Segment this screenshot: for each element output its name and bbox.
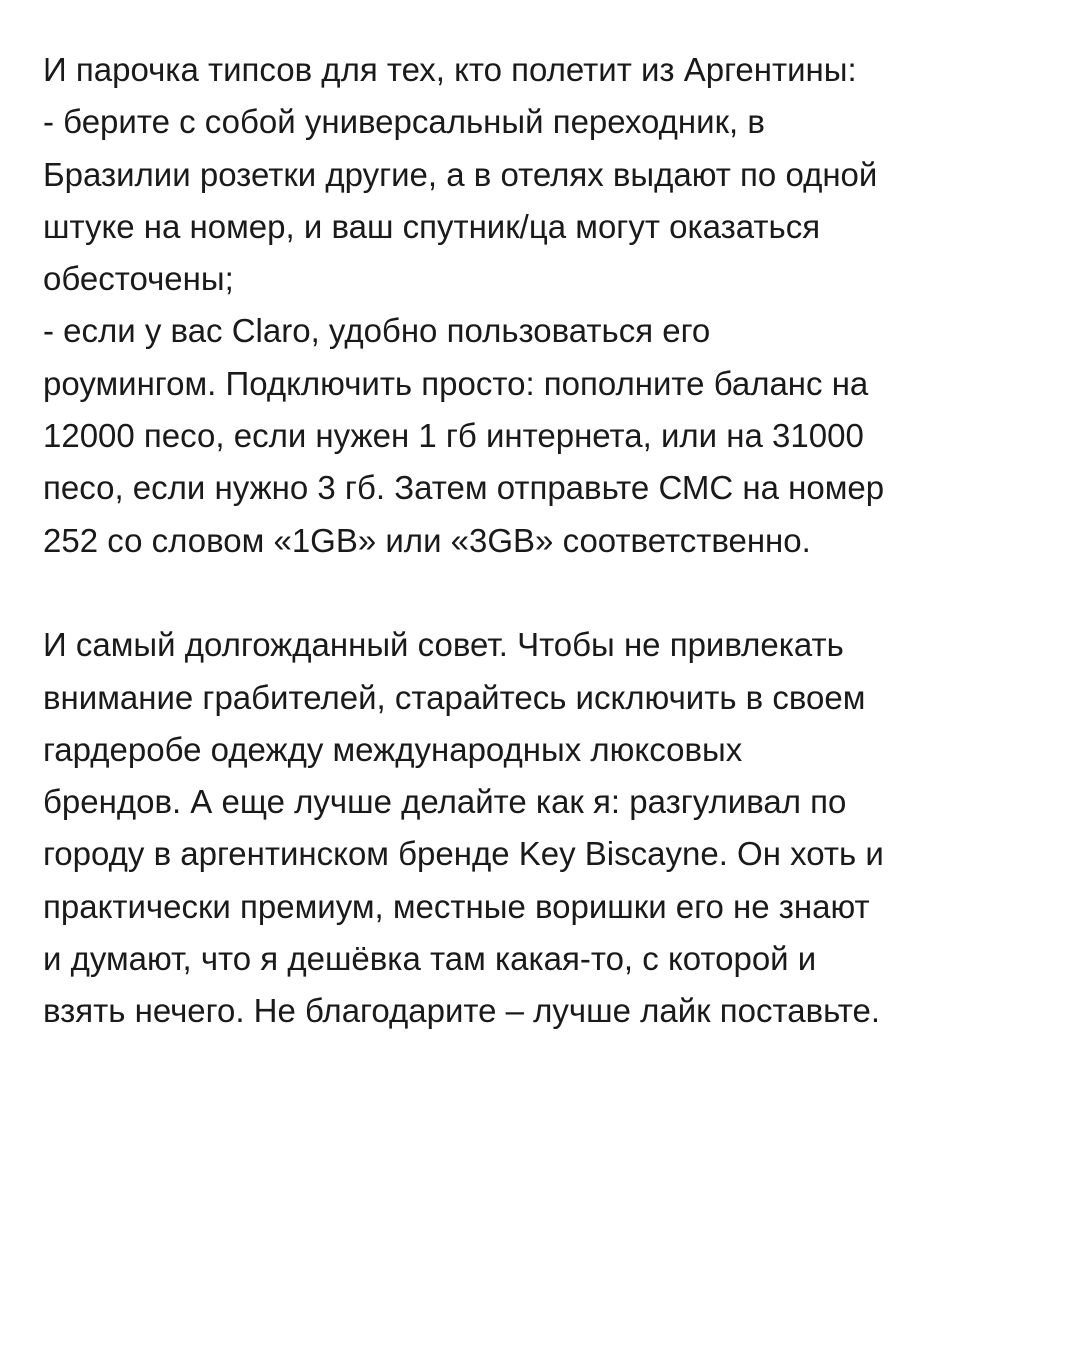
text-line: роумингом. Подключить просто: пополните баланс на xyxy=(43,364,869,402)
text-line: 252 со словом «1GB» или «3GB» соответственно. xyxy=(43,521,811,559)
text-line: песо, если нужно 3 гб. Затем отправьте СМС на номер xyxy=(43,469,885,507)
text-line: И парочка типсов для тех, кто полетит из Аргентины: xyxy=(43,51,857,88)
text-line: практически премиум, местные воришки его не знают xyxy=(43,887,870,925)
text-line: И самый долгожданный совет. Чтобы не привлекать xyxy=(43,626,844,664)
text-line: гардеробе одежду международных люксовых xyxy=(43,730,743,768)
text-line: городу в аргентинском бренде Key Biscayne. Он хоть и xyxy=(43,835,884,873)
text-line: - если у вас Claro, удобно пользоваться его xyxy=(43,312,711,350)
text-line: штуке на номер, и ваш спутник/ца могут оказаться xyxy=(43,207,821,245)
text-line: взять нечего. Не благодарите – лучше лайк поставьте. xyxy=(43,992,880,1030)
text-line: 12000 песо, если нужен 1 гб интернета, или на 31000 xyxy=(43,417,864,455)
text-line: брендов. А еще лучше делайте как я: разгуливал по xyxy=(43,783,847,821)
paragraph-gap xyxy=(43,567,1040,619)
text-line: Бразилии розетки другие, а в отелях выдают по одной xyxy=(43,155,878,193)
paragraph-advice xyxy=(43,619,1040,1037)
text-line: - берите с собой универсальный переходник, в xyxy=(43,103,765,141)
text-line: и думают, что я дешёвка там какая-то, с которой и xyxy=(43,940,817,978)
text-line: обесточены; xyxy=(43,260,234,298)
text-line: внимание грабителей, старайтесь исключить в своем xyxy=(43,678,866,716)
paragraph-tips xyxy=(43,44,1040,567)
